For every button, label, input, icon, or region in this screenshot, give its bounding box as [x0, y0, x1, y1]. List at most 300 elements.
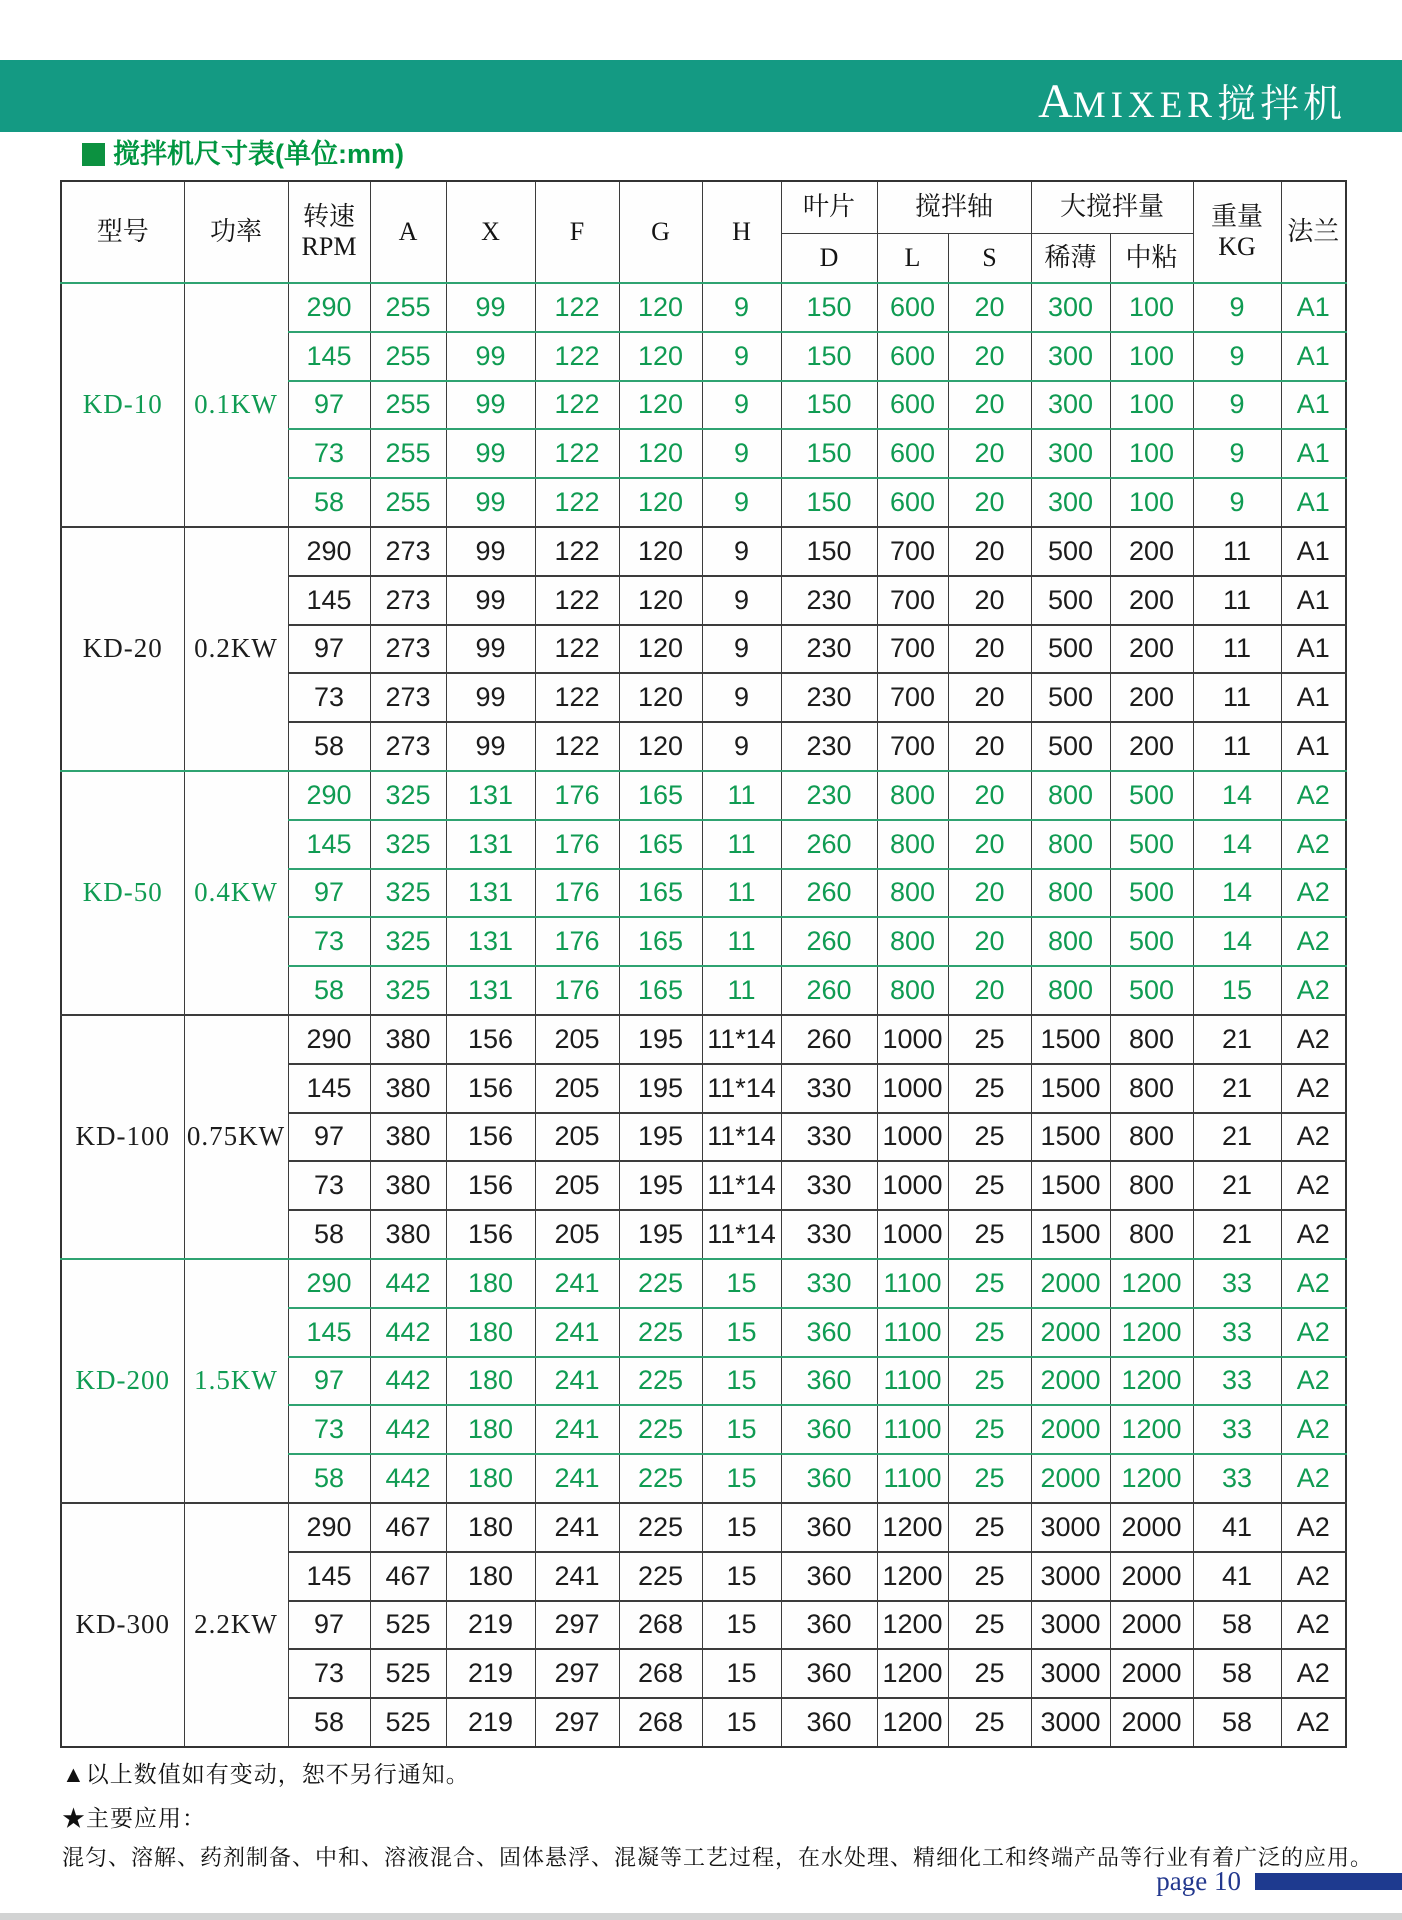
- table-cell: 200: [1110, 625, 1193, 674]
- table-cell: 241: [535, 1405, 619, 1454]
- table-row: [61, 771, 1346, 820]
- table-cell: 11: [702, 869, 781, 918]
- table-cell: 273: [370, 673, 446, 722]
- table-cell: 73: [288, 1649, 370, 1698]
- table-cell: A2: [1281, 1405, 1346, 1454]
- table-cell: 9: [702, 429, 781, 478]
- table-cell: 800: [877, 917, 948, 966]
- table-cell: 330: [781, 1113, 877, 1162]
- table-cell: 180: [446, 1357, 535, 1406]
- table-cell: 700: [877, 576, 948, 625]
- table-cell: 442: [370, 1357, 446, 1406]
- model-cell: KD-100: [61, 1015, 184, 1259]
- table-cell: 176: [535, 771, 619, 820]
- table-cell: 15: [702, 1601, 781, 1650]
- table-cell: 1000: [877, 1113, 948, 1162]
- table-cell: 200: [1110, 576, 1193, 625]
- table-cell: 145: [288, 820, 370, 869]
- table-cell: A2: [1281, 917, 1346, 966]
- table-cell: 180: [446, 1308, 535, 1357]
- table-cell: 297: [535, 1698, 619, 1747]
- table-cell: 3000: [1031, 1698, 1110, 1747]
- table-cell: 20: [948, 917, 1031, 966]
- header-shaft-l: L: [877, 233, 948, 283]
- table-cell: 15: [702, 1357, 781, 1406]
- table-cell: 330: [781, 1161, 877, 1210]
- table-cell: 300: [1031, 332, 1110, 381]
- table-cell: 241: [535, 1308, 619, 1357]
- table-cell: 360: [781, 1308, 877, 1357]
- table-cell: 11: [1193, 673, 1281, 722]
- table-cell: 290: [288, 527, 370, 576]
- table-cell: 25: [948, 1064, 1031, 1113]
- table-cell: A1: [1281, 673, 1346, 722]
- table-cell: 330: [781, 1064, 877, 1113]
- table-cell: 800: [1031, 869, 1110, 918]
- table-cell: 525: [370, 1698, 446, 1747]
- table-cell: 1100: [877, 1357, 948, 1406]
- table-cell: 120: [619, 332, 702, 381]
- table-cell: 131: [446, 917, 535, 966]
- table-cell: 300: [1031, 429, 1110, 478]
- table-cell: 58: [288, 1454, 370, 1503]
- header-weight: 重量 KG: [1193, 181, 1281, 283]
- table-cell: 33: [1193, 1259, 1281, 1308]
- table-cell: 1000: [877, 1210, 948, 1259]
- table-cell: 20: [948, 283, 1031, 332]
- table-cell: 230: [781, 576, 877, 625]
- table-cell: 800: [1110, 1161, 1193, 1210]
- table-cell: 467: [370, 1552, 446, 1601]
- table-row: [61, 1259, 1346, 1308]
- header-dim-x: X: [446, 181, 535, 283]
- table-cell: 120: [619, 625, 702, 674]
- table-cell: 260: [781, 966, 877, 1015]
- table-cell: 58: [288, 1698, 370, 1747]
- table-cell: 1500: [1031, 1064, 1110, 1113]
- table-cell: 800: [1031, 771, 1110, 820]
- table-cell: 20: [948, 673, 1031, 722]
- table-cell: 165: [619, 869, 702, 918]
- table-cell: 1000: [877, 1161, 948, 1210]
- table-cell: 442: [370, 1308, 446, 1357]
- table-cell: 255: [370, 429, 446, 478]
- table-cell: 25: [948, 1698, 1031, 1747]
- table-cell: 33: [1193, 1357, 1281, 1406]
- table-cell: 195: [619, 1161, 702, 1210]
- page-footer-bar: [1255, 1873, 1402, 1890]
- table-cell: 176: [535, 966, 619, 1015]
- table-cell: A1: [1281, 332, 1346, 381]
- section-bullet-icon: [82, 143, 105, 166]
- table-cell: 297: [535, 1601, 619, 1650]
- table-cell: A1: [1281, 381, 1346, 430]
- table-cell: 525: [370, 1601, 446, 1650]
- power-cell: 0.4KW: [184, 771, 288, 1015]
- table-cell: 97: [288, 625, 370, 674]
- table-cell: 145: [288, 1064, 370, 1113]
- table-cell: 99: [446, 576, 535, 625]
- table-cell: 73: [288, 917, 370, 966]
- table-cell: 9: [702, 332, 781, 381]
- table-cell: 99: [446, 332, 535, 381]
- header-dim-h: H: [702, 181, 781, 283]
- table-cell: 150: [781, 478, 877, 527]
- table-cell: 20: [948, 771, 1031, 820]
- table-cell: 122: [535, 332, 619, 381]
- table-cell: 11*14: [702, 1015, 781, 1064]
- table-cell: 9: [702, 625, 781, 674]
- table-cell: 25: [948, 1161, 1031, 1210]
- table-cell: 180: [446, 1503, 535, 1552]
- table-cell: 11*14: [702, 1113, 781, 1162]
- table-cell: 25: [948, 1308, 1031, 1357]
- table-cell: 58: [1193, 1601, 1281, 1650]
- table-cell: 360: [781, 1357, 877, 1406]
- table-cell: 700: [877, 527, 948, 576]
- table-cell: 290: [288, 1259, 370, 1308]
- table-cell: 260: [781, 917, 877, 966]
- table-cell: 255: [370, 381, 446, 430]
- table-cell: 219: [446, 1649, 535, 1698]
- table-cell: 9: [702, 576, 781, 625]
- table-cell: 1200: [1110, 1454, 1193, 1503]
- table-cell: 241: [535, 1552, 619, 1601]
- table-cell: 15: [702, 1503, 781, 1552]
- table-cell: 225: [619, 1259, 702, 1308]
- table-cell: 700: [877, 722, 948, 771]
- table-cell: 442: [370, 1259, 446, 1308]
- header-dim-g: G: [619, 181, 702, 283]
- table-cell: 180: [446, 1405, 535, 1454]
- table-cell: 360: [781, 1405, 877, 1454]
- table-row: [61, 283, 1346, 332]
- table-cell: 99: [446, 722, 535, 771]
- table-cell: 290: [288, 283, 370, 332]
- table-cell: A2: [1281, 1698, 1346, 1747]
- table-cell: 99: [446, 429, 535, 478]
- note-apps-label: ★主要应用：: [62, 1805, 206, 1831]
- table-cell: 500: [1110, 820, 1193, 869]
- table-cell: 145: [288, 1552, 370, 1601]
- table-cell: 195: [619, 1210, 702, 1259]
- table-cell: 97: [288, 381, 370, 430]
- table-cell: 15: [702, 1649, 781, 1698]
- table-cell: 58: [288, 966, 370, 1015]
- table-cell: 2000: [1031, 1259, 1110, 1308]
- table-cell: 11: [1193, 576, 1281, 625]
- table-cell: 467: [370, 1503, 446, 1552]
- header-shaft-s: S: [948, 233, 1031, 283]
- table-cell: 20: [948, 722, 1031, 771]
- table-cell: A2: [1281, 1503, 1346, 1552]
- table-cell: 25: [948, 1454, 1031, 1503]
- table-cell: A2: [1281, 1357, 1346, 1406]
- note-change: ▲以上数值如有变动，恕不另行通知。: [62, 1761, 470, 1787]
- table-cell: 442: [370, 1405, 446, 1454]
- table-cell: 120: [619, 381, 702, 430]
- table-cell: 97: [288, 1601, 370, 1650]
- table-cell: 2000: [1110, 1552, 1193, 1601]
- table-cell: 97: [288, 1113, 370, 1162]
- table-cell: 360: [781, 1552, 877, 1601]
- table-cell: 500: [1031, 625, 1110, 674]
- table-cell: 800: [877, 966, 948, 1015]
- table-cell: 260: [781, 869, 877, 918]
- table-cell: 14: [1193, 771, 1281, 820]
- table-cell: 145: [288, 1308, 370, 1357]
- table-cell: 2000: [1110, 1649, 1193, 1698]
- table-cell: A2: [1281, 1161, 1346, 1210]
- table-cell: A2: [1281, 1015, 1346, 1064]
- table-cell: 230: [781, 673, 877, 722]
- table-cell: 122: [535, 381, 619, 430]
- table-cell: 58: [1193, 1698, 1281, 1747]
- table-cell: 300: [1031, 478, 1110, 527]
- table-cell: 1200: [1110, 1357, 1193, 1406]
- table-cell: 33: [1193, 1405, 1281, 1454]
- table-cell: 268: [619, 1698, 702, 1747]
- table-cell: 330: [781, 1259, 877, 1308]
- header-model: 型号: [61, 181, 184, 283]
- table-cell: 122: [535, 527, 619, 576]
- table-cell: 1200: [877, 1552, 948, 1601]
- table-cell: 325: [370, 869, 446, 918]
- table-cell: 11: [702, 771, 781, 820]
- table-cell: 99: [446, 283, 535, 332]
- table-cell: 225: [619, 1503, 702, 1552]
- table-cell: 1100: [877, 1405, 948, 1454]
- table-cell: 241: [535, 1357, 619, 1406]
- table-cell: 9: [702, 673, 781, 722]
- table-cell: 33: [1193, 1308, 1281, 1357]
- note-apps-text: 混匀、溶解、药剂制备、中和、溶液混合、固体悬浮、混凝等工艺过程，在水处理、精细化工和终端产品等行业有着广泛的应用。: [62, 1845, 1374, 1870]
- table-cell: 230: [781, 722, 877, 771]
- table-cell: A1: [1281, 283, 1346, 332]
- table-cell: 180: [446, 1552, 535, 1601]
- table-cell: 20: [948, 576, 1031, 625]
- section-unit: mm: [346, 139, 395, 169]
- table-cell: 41: [1193, 1552, 1281, 1601]
- table-cell: 99: [446, 381, 535, 430]
- table-cell: 14: [1193, 917, 1281, 966]
- table-cell: 1500: [1031, 1210, 1110, 1259]
- table-cell: 11*14: [702, 1064, 781, 1113]
- table-cell: 297: [535, 1649, 619, 1698]
- header-speed: 转速 RPM: [288, 181, 370, 283]
- table-cell: 165: [619, 771, 702, 820]
- model-cell: KD-50: [61, 771, 184, 1015]
- table-cell: 2000: [1031, 1308, 1110, 1357]
- table-cell: 255: [370, 478, 446, 527]
- table-cell: 11*14: [702, 1210, 781, 1259]
- table-cell: 21: [1193, 1064, 1281, 1113]
- table-cell: 273: [370, 527, 446, 576]
- table-cell: 1200: [1110, 1308, 1193, 1357]
- brand-title-initial: A: [1038, 75, 1073, 128]
- table-cell: 225: [619, 1357, 702, 1406]
- header-capacity-group: 大搅拌量: [1031, 181, 1193, 233]
- table-cell: 800: [1110, 1210, 1193, 1259]
- table-cell: A1: [1281, 478, 1346, 527]
- table-cell: 330: [781, 1210, 877, 1259]
- table-cell: 500: [1031, 576, 1110, 625]
- model-cell: KD-10: [61, 283, 184, 527]
- table-cell: 145: [288, 576, 370, 625]
- table-cell: 9: [1193, 478, 1281, 527]
- table-cell: 120: [619, 576, 702, 625]
- table-cell: 260: [781, 1015, 877, 1064]
- model-cell: KD-20: [61, 527, 184, 771]
- page-bottom-edge: [0, 1913, 1402, 1920]
- table-cell: 25: [948, 1259, 1031, 1308]
- table-cell: 325: [370, 917, 446, 966]
- table-cell: A2: [1281, 1649, 1346, 1698]
- table-cell: A2: [1281, 1308, 1346, 1357]
- table-cell: 176: [535, 917, 619, 966]
- table-row: [61, 1503, 1346, 1552]
- table-cell: A2: [1281, 1601, 1346, 1650]
- table-cell: 15: [702, 1259, 781, 1308]
- table-cell: 500: [1110, 771, 1193, 820]
- table-cell: 11: [1193, 625, 1281, 674]
- header-blade-d: D: [781, 233, 877, 283]
- brand-bar: [0, 60, 1402, 132]
- table-cell: 9: [1193, 381, 1281, 430]
- table-cell: 273: [370, 625, 446, 674]
- table-cell: 150: [781, 381, 877, 430]
- table-cell: 25: [948, 1649, 1031, 1698]
- table-cell: 800: [1031, 820, 1110, 869]
- table-cell: 3000: [1031, 1649, 1110, 1698]
- power-cell: 2.2KW: [184, 1503, 288, 1747]
- table-cell: 205: [535, 1113, 619, 1162]
- table-cell: 500: [1031, 527, 1110, 576]
- table-cell: 100: [1110, 283, 1193, 332]
- table-cell: 1200: [877, 1698, 948, 1747]
- table-cell: 500: [1110, 917, 1193, 966]
- table-cell: 11: [702, 820, 781, 869]
- table-cell: 3000: [1031, 1601, 1110, 1650]
- header-capacity-viscous: 中粘: [1110, 233, 1193, 283]
- table-cell: A2: [1281, 771, 1346, 820]
- table-cell: 200: [1110, 527, 1193, 576]
- table-cell: 21: [1193, 1210, 1281, 1259]
- table-cell: 100: [1110, 332, 1193, 381]
- table-cell: 800: [877, 820, 948, 869]
- table-cell: 600: [877, 332, 948, 381]
- table-cell: 20: [948, 332, 1031, 381]
- table-cell: 25: [948, 1405, 1031, 1454]
- table-cell: 120: [619, 429, 702, 478]
- model-cell: KD-200: [61, 1259, 184, 1503]
- table-cell: 9: [702, 478, 781, 527]
- table-cell: 2000: [1031, 1405, 1110, 1454]
- table-cell: 150: [781, 332, 877, 381]
- table-cell: 1200: [1110, 1405, 1193, 1454]
- model-cell: KD-300: [61, 1503, 184, 1747]
- table-cell: 20: [948, 869, 1031, 918]
- table-cell: 225: [619, 1405, 702, 1454]
- table-cell: 11: [702, 966, 781, 1015]
- table-cell: 1200: [1110, 1259, 1193, 1308]
- table-cell: A2: [1281, 869, 1346, 918]
- table-cell: 380: [370, 1064, 446, 1113]
- table-cell: 15: [702, 1552, 781, 1601]
- table-cell: 33: [1193, 1454, 1281, 1503]
- table-cell: 255: [370, 283, 446, 332]
- spec-table: [60, 180, 1347, 1748]
- table-cell: 131: [446, 869, 535, 918]
- table-row: [61, 1015, 1346, 1064]
- header-shaft-group: 搅拌轴: [877, 181, 1031, 233]
- table-cell: 122: [535, 429, 619, 478]
- table-cell: 99: [446, 478, 535, 527]
- table-cell: 241: [535, 1503, 619, 1552]
- table-cell: 1200: [877, 1601, 948, 1650]
- table-cell: 156: [446, 1161, 535, 1210]
- table-cell: 800: [1110, 1113, 1193, 1162]
- table-cell: 600: [877, 381, 948, 430]
- table-cell: 165: [619, 966, 702, 1015]
- table-cell: 500: [1031, 722, 1110, 771]
- table-cell: 195: [619, 1113, 702, 1162]
- table-cell: 2000: [1110, 1601, 1193, 1650]
- table-cell: 156: [446, 1210, 535, 1259]
- header-row-1: [61, 181, 1346, 233]
- table-cell: 600: [877, 478, 948, 527]
- power-cell: 1.5KW: [184, 1259, 288, 1503]
- table-cell: A1: [1281, 722, 1346, 771]
- table-cell: 380: [370, 1113, 446, 1162]
- power-cell: 0.2KW: [184, 527, 288, 771]
- table-cell: 380: [370, 1210, 446, 1259]
- table-cell: 1100: [877, 1259, 948, 1308]
- table-cell: 176: [535, 869, 619, 918]
- table-cell: 9: [702, 722, 781, 771]
- table-cell: 25: [948, 1015, 1031, 1064]
- table-cell: 100: [1110, 381, 1193, 430]
- table-cell: 1200: [877, 1649, 948, 1698]
- table-cell: 268: [619, 1649, 702, 1698]
- table-cell: 25: [948, 1503, 1031, 1552]
- header-flange: 法兰: [1281, 181, 1346, 283]
- table-cell: 11*14: [702, 1161, 781, 1210]
- table-cell: 15: [702, 1454, 781, 1503]
- table-cell: 195: [619, 1064, 702, 1113]
- table-cell: 131: [446, 966, 535, 1015]
- table-cell: 11: [1193, 722, 1281, 771]
- table-cell: 14: [1193, 820, 1281, 869]
- table-cell: A2: [1281, 1210, 1346, 1259]
- brand-title: [1038, 75, 1346, 128]
- brand-title-word: MIXER: [1072, 85, 1217, 126]
- table-cell: 73: [288, 1161, 370, 1210]
- power-cell: 0.75KW: [184, 1015, 288, 1259]
- table-cell: 273: [370, 722, 446, 771]
- table-cell: A2: [1281, 1064, 1346, 1113]
- table-cell: 20: [948, 381, 1031, 430]
- table-cell: 290: [288, 1015, 370, 1064]
- table-cell: 230: [781, 625, 877, 674]
- table-cell: 600: [877, 429, 948, 478]
- table-cell: A1: [1281, 625, 1346, 674]
- table-cell: 73: [288, 429, 370, 478]
- header-power: 功率: [184, 181, 288, 283]
- table-cell: 2000: [1031, 1454, 1110, 1503]
- table-cell: 260: [781, 820, 877, 869]
- table-cell: 15: [702, 1698, 781, 1747]
